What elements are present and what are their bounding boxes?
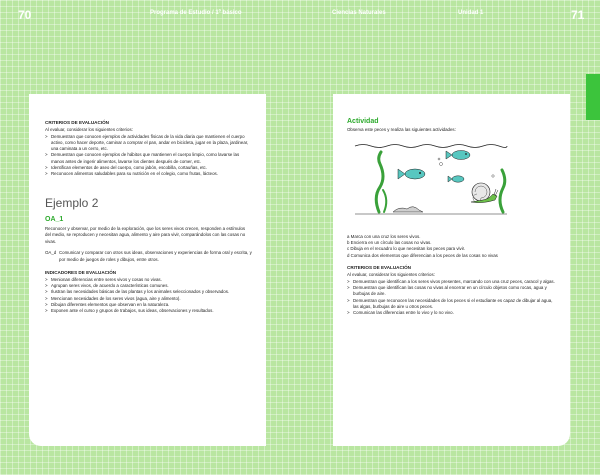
list-item: > Ilustran las necesidades básicas de las plantas y los animales seleccionados y observados. bbox=[45, 289, 252, 295]
activity-intro: Observa este peces y realiza las siguientes actividades: bbox=[347, 127, 456, 132]
oa-d-text: Comunicar y comparar con otros sus ideas, observaciones y experiencias de forma oral y escrita, y por medio de juegos de roles y dibujos, entre otros. bbox=[59, 250, 252, 263]
unit-tab bbox=[586, 74, 600, 120]
criteria-intro: Al evaluar, considerar los siguientes criterios: bbox=[347, 272, 435, 278]
list-item: > Exponen ante el curso y grupos de trabajos, sus ideas, observaciones y resultados. bbox=[45, 308, 252, 314]
list-item: c Dibuja en el recuadro lo que necesitan los peces para vivir. bbox=[347, 246, 466, 252]
list-item: > Demuestran que identifican las cosas no vivas al encerrar en un círculo objetos como rocas, agua y burbujas de aire. bbox=[347, 285, 558, 298]
list-item: > Agrupan seres vivos, de acuerdo a características comunes. bbox=[45, 283, 252, 289]
page-number-left: 70 bbox=[18, 8, 32, 22]
list-item: > Mencionan necesidades de los seres vivos (agua, aire y alimento). bbox=[45, 296, 252, 302]
fish-icon bbox=[398, 169, 425, 179]
snail-icon bbox=[471, 183, 498, 203]
unit-header: Unidad 1 bbox=[458, 10, 484, 16]
list-item: > Identifican elementos de aseo del cuerpo, como jabón, escobilla, cortauñas, etc. bbox=[45, 165, 252, 171]
list-item: a Marca con una cruz los seres vivos. bbox=[347, 233, 421, 239]
program-header: Programa de Estudio / 1º básico bbox=[150, 10, 242, 16]
list-item: > Demuestran que identifican a los seres vivos presentes, marcando con una cruz peces, caracol y algas. bbox=[347, 279, 558, 285]
right-page bbox=[333, 94, 570, 446]
left-page bbox=[29, 94, 266, 446]
list-item: > Menionan diferencias entre seres vivos y cosas no vivas. bbox=[45, 277, 252, 283]
list-item: > Demuestran que conocen ejemplos de hábitos que mantienen el cuerpo limpio, como lavarse las manos antes de ingerir alimentos, lavarse los dientes después de comer, etc. bbox=[45, 152, 252, 165]
activity-questions bbox=[347, 234, 558, 260]
criteria-intro: Al evaluar, considerar los siguientes criterios: bbox=[45, 127, 133, 132]
list-item: b Encierra en un círculo las cosas no vivas. bbox=[347, 240, 432, 245]
oa-d-code: OA_d bbox=[45, 250, 57, 256]
fish-icon bbox=[446, 150, 470, 159]
subject-header: Ciencias Naturales bbox=[332, 10, 386, 16]
page-number-right: 71 bbox=[571, 8, 585, 22]
indicators-list bbox=[45, 277, 252, 315]
list-item: > Dibujan diferentes elementos que observan en la naturaleza. bbox=[45, 302, 252, 308]
criteria-list bbox=[45, 134, 252, 178]
list-item: > Demuestran que reconocen las necesidades de los peces si el estudiante es capaz de dibujar al agua, las algas, burbujas de aire u otros peces. bbox=[347, 298, 558, 311]
oa-d-line bbox=[45, 250, 252, 263]
criteria-title: CRITERIOS DE EVALUACIÓN bbox=[45, 120, 109, 125]
fish-icon bbox=[448, 175, 464, 181]
list-item: d Comunica dos elementos que diferencian a los peces de las cosas no vivas bbox=[347, 252, 498, 258]
criteria-list bbox=[347, 279, 558, 317]
criteria-title: CRITERIOS DE EVALUACIÓN bbox=[347, 265, 411, 271]
example-title: Ejemplo 2 bbox=[45, 195, 99, 210]
activity-title: Actividad bbox=[347, 118, 379, 125]
aquarium-illustration bbox=[353, 142, 509, 217]
list-item: > Comunican las diferencias entre lo vivo y lo no vivo. bbox=[347, 310, 558, 316]
list-item: > Demuestran que conocen ejemplos de actividades físicas de la vida diaria que mantienen el cuerpo activo, como hacer deporte, caminar a comprar el pan, andar en bicicleta, jugar en la plaza, jardinear, una caminata a un cerro, etc. bbox=[45, 134, 252, 153]
oa-text: Reconocer y observar, por medio de la exploración, que los seres vivos crecen, responden a estímulos del medio, se reproducen y necesitan agua, alimento y aire para vivir, comparándolos con las cosas no vivas. bbox=[45, 225, 246, 244]
indicators-title: INDICADORES DE EVALUACIÓN bbox=[45, 269, 117, 275]
oa-title: OA_1 bbox=[45, 215, 64, 223]
list-item: > Reconocen alimentos saludables para su nutrición en el colegio, como frutas, lácteos. bbox=[45, 171, 252, 177]
